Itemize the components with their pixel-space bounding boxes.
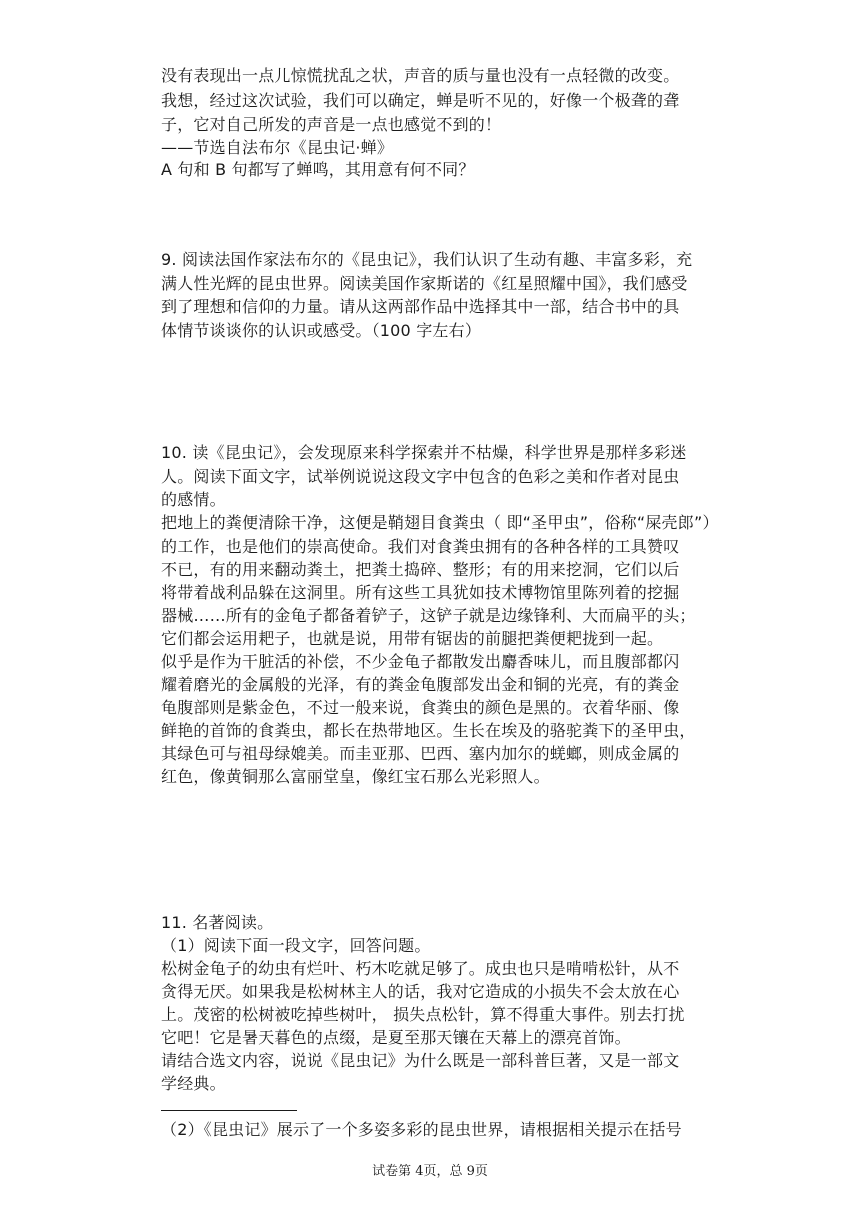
passage-line: 贪得无厌。如果我是松树林主人的话，我对它造成的小损失不会太放在心 — [161, 982, 680, 1001]
text-line: 我想，经过这次试验，我们可以确定，蝉是听不见的，好像一个极聋的聋 — [161, 91, 680, 110]
text-line: 没有表现出一点儿惊慌扰乱之状，声音的质与量也没有一点轻微的改变。 — [161, 66, 680, 85]
passage-line: 的工作，也是他们的崇高使命。我们对食粪虫拥有的各种各样的工具赞叹 — [161, 537, 680, 556]
question-text-line: 体情节谈谈你的认识或感受。（100 字左右） — [161, 321, 482, 340]
question-prompt: 请结合选文内容，说说《昆虫记》为什么既是一部科普巨著，又是一部文 — [161, 1051, 680, 1070]
passage-line: 它们都会运用耙子，也就是说，用带有锯齿的前腿把粪便耙拢到一起。 — [161, 629, 664, 648]
passage-line: 上。茂密的松树被吃掉些树叶， 损失点松针，算不得重大事件。别去打扰 — [161, 1005, 685, 1024]
sub-question-1: （1）阅读下面一段文字，回答问题。 — [161, 936, 431, 955]
sub-question-2: （2）《昆虫记》展示了一个多姿多彩的昆虫世界，请根据相关提示在括号 — [161, 1120, 682, 1139]
passage-line: 鲜艳的首饰的食粪虫，都长在热带地区。生长在埃及的骆驼粪下的圣甲虫， — [161, 721, 696, 740]
passage-line: 把地上的粪便清除干净，这便是鞘翅目食粪虫（ 即“圣甲虫”，俗称“屎壳郎”） — [161, 513, 719, 532]
question-text-line: 的感情。 — [161, 490, 226, 509]
passage-line: 耀着磨光的金属般的光泽，有的粪金龟腹部发出金和铜的光亮，有的粪金 — [161, 675, 680, 694]
question-title: 11. 名著阅读。 — [161, 913, 274, 932]
passage-line: 不已，有的用来翻动粪土，把粪土捣碎、整形；有的用来挖洞，它们以后 — [161, 560, 680, 579]
passage-line: 将带着战利品躲在这洞里。所有这些工具犹如技术博物馆里陈列着的挖掘 — [161, 583, 680, 602]
passage-line: 其绿色可与祖母绿媲美。而圭亚那、巴西、塞内加尔的蜣螂，则成金属的 — [161, 744, 680, 763]
question-prompt: 学经典。 — [161, 1074, 226, 1093]
question-text-line: 满人性光辉的昆虫世界。阅读美国作家斯诺的《红星照耀中国》，我们感受 — [161, 274, 688, 293]
question-text-line: 9. 阅读法国作家法布尔的《昆虫记》，我们认识了生动有趣、丰富多彩，充 — [161, 250, 693, 269]
passage-line: 松树金龟子的幼虫有烂叶、朽木吃就足够了。成虫也只是啃啃松针，从不 — [161, 959, 680, 978]
text-line: 子，它对自己所发的声音是一点也感觉不到的！ — [161, 115, 502, 134]
passage-line: 它吧！它是暑天暮色的点缀，是夏至那天镶在天幕上的漂亮首饰。 — [161, 1028, 631, 1047]
passage-line: 红色，像黄铜那么富丽堂皇，像红宝石那么光彩照人。 — [161, 767, 550, 786]
source-line: ——节选自法布尔《昆虫记·蝉》 — [161, 138, 394, 157]
question-text-line: 10. 读《昆虫记》，会发现原来科学探索并不枯燥，科学世界是那样多彩迷 — [161, 443, 687, 462]
page-footer: 试卷第 4页，总 9页 — [372, 1164, 488, 1179]
question-text-line: 到了理想和信仰的力量。请从这两部作品中选择其中一部，结合书中的具 — [161, 297, 680, 316]
passage-line: 龟腹部则是紫金色，不过一般来说，食粪虫的颜色是黑的。衣着华丽、像 — [161, 698, 680, 717]
answer-blank-line[interactable] — [161, 1110, 297, 1111]
question-text-line: 人。阅读下面文字，试举例说说这段文字中包含的色彩之美和作者对昆虫 — [161, 467, 680, 486]
passage-line: 器械……所有的金龟子都备着铲子，这铲子就是边缘锋利、大而扁平的头； — [161, 606, 696, 625]
passage-line: 似乎是作为干脏活的补偿，不少金龟子都散发出麝香味儿，而且腹部都闪 — [161, 652, 680, 671]
question-prompt: A 句和 B 句都写了蝉鸣，其用意有何不同？ — [161, 160, 475, 179]
